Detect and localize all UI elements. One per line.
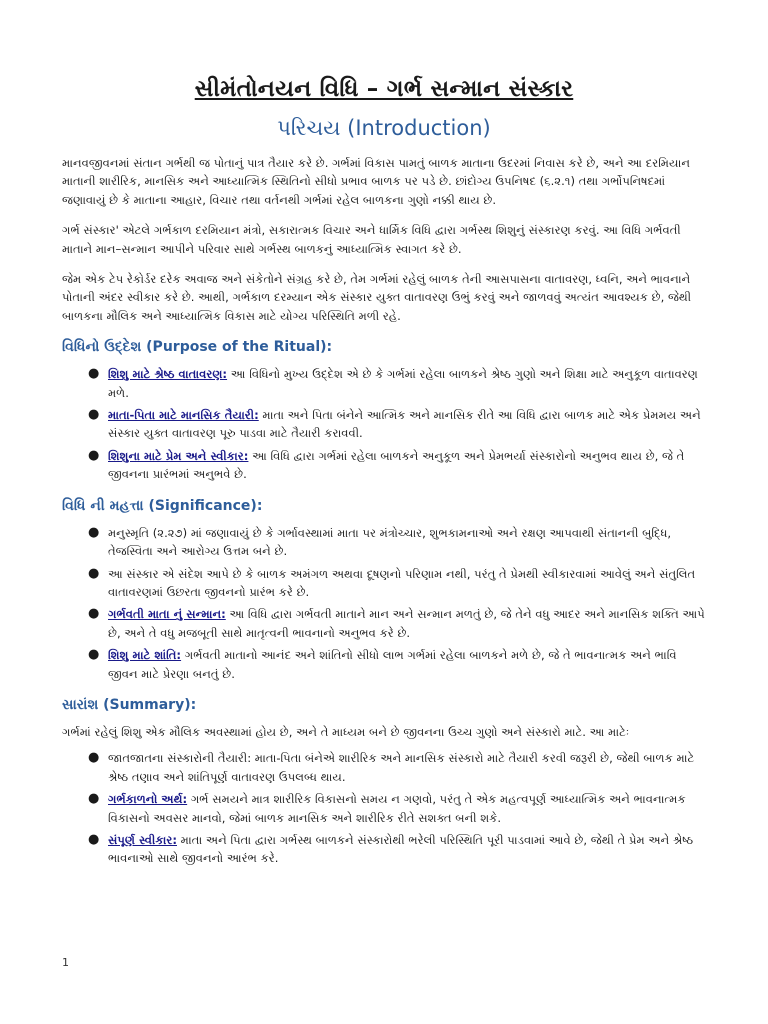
list-item-term: સંપૂર્ણ સ્વીકાર: [108,832,177,847]
list-item-text: મનુસ્મૃતિ (૨.૨૭) માં જણાવાયું છે કે ગર્ભાવસ્થામાં માતા પર મંત્રોચ્ચાર, શુભકામનાઓ અને રક્ષણ આપવાથી સંતાનની બુદ્ધિ, તેજસ્વિતા અને આરોગ્ય ઉત્તમ બને છે. [108,525,672,559]
introduction-heading: પરિચય (Introduction) [277,116,491,140]
bullet-icon: ● [88,831,100,847]
list-item-text: આ વિધિ દ્વારા ગર્ભવતી માતાને માન અને સન્માન મળતું છે, જે તેને વધુ આદર અને માનસિક શક્તિ આપે છે, અને તે વધુ મજબૂતી સાથે માતૃત્વની ભાવનાનો અનુભવ કરે છે. [108,607,705,640]
list-item [84,605,706,642]
list-item [84,565,706,602]
list-item-term: શિશુ માટે શાંતિ: [108,648,182,663]
list-item-term: શિશુ માટે શ્રેષ્ઠ વાતાવરણ: [108,367,228,382]
list-item-text: ગર્ભવતી માતાનો આનંદ અને શાંતિનો સીધો લાભ ગર્ભમાં રહેલા બાળકને મળે છે, જે તે ભાવનાત્મક અને ભાવિ જીવન માટે પ્રેરણા બનતું છે. [108,648,677,681]
bullet-icon: ● [88,647,100,663]
list-item-term: શિશુના માટે પ્રેમ અને સ્વીકાર: [108,448,249,463]
purpose-list [62,365,706,483]
list-item [84,524,706,561]
list-item-term: માતા-પિતા માટે માનસિક તૈયારી: [108,408,259,423]
bullet-icon: ● [88,524,100,540]
bullet-icon: ● [88,565,100,581]
list-item-text: ગર્ભ સમયને માત્ર શારીરિક વિકાસનો સમય ન ગણવો, પરંતુ તે એક મહત્વપૂર્ણ આધ્યાત્મિક અને ભાવનાત્મક વિકાસનો અવસર માનવો, જેમાં બાળક માનસિક અને શારીરિક રીતે સશક્ત બની શકે. [108,792,686,825]
bullet-icon: ● [88,606,100,622]
purpose-heading: વિધિનો ઉદ્દેશ (Purpose of the Ritual): [62,339,333,356]
list-item-text: માતા અને પિતા બંનેને આત્મિક અને માનસિક રીતે આ વિધિ દ્વારા બાળક માટે એક પ્રેમમય અને સંસ્કાર યુક્ત વાતાવરણ પૂરુ પાડવા માટે તૈયારી કરાવવી. [108,408,701,441]
list-item [84,790,706,827]
bullet-icon: ● [88,750,100,766]
intro-paragraph-2: ગર્ભ સંસ્કાર' એટલે ગર્ભકાળ દરમિયાન મંત્રો, સકારાત્મક વિચાર અને ધાર્મિક વિધિ દ્વારા ગર્ભસ્થ શિશુનું સંસ્કારણ કરવું. આ વિધિ ગર્ભવતી માતાને માન–સન્માન આપીને પરિવાર સાથે ગર્ભસ્થ બાળકનું આધ્યાત્મિક સ્વાગત કરે છે. [62,223,681,256]
list-item-text: આ સંસ્કાર એ સંદેશ આપે છે કે બાળક અમંગળ અથવા દૂષણનો પરિણામ નથી, પરંતુ તે પ્રેમથી સ્વીકારવામાં આવેલું અને સંતુલિત વાતાવરણમાં ઉછરતા જીવનનો પ્રારંભ કરે છે. [108,566,696,599]
list-item-text: જાતજાતના સંસ્કારોની તૈયારી: માતા-પિતા બંનેએ શારીરિક અને માનસિક સંસ્કારો માટે તૈયારી કરવી જરૂરી છે, જેથી બાળક માટે શ્રેષ્ઠ તણાવ અને શાંતિપૂર્ણ વાતાવરણ ઉપલબ્ધ થાય. [108,751,695,784]
document-title: સીમંતોનયન વિધિ – ગર્ભ સન્માન સંસ્કાર [194,76,574,102]
list-item-term: ગર્ભકાળનો અર્થ: [108,792,188,807]
bullet-icon: ● [88,791,100,807]
list-item-term: ગર્ભવતી માતા નું સન્માન: [108,607,226,622]
intro-paragraph-3: જેમ એક ટેપ રેકોર્ડર દરેક અવાજ અને સંકેતોને સંગ્રહ કરે છે, તેમ ગર્ભમાં રહેલું બાળક તેની આસપાસના વાતાવરણ, ધ્વનિ, અને ભાવનાને પોતાની અંદર સ્વીકાર કરે છે. આથી, ગર્ભકાળ દરમ્યાન એક સંસ્કાર યુક્ત વાતાવરણ ઉભું કરવું અને જાળવવું અત્યંત આવશ્યક છે, જેથી બાળકના મૌલિક અને આધ્યાત્મિક વિકાસ માટે યોગ્ય પરિસ્થિતિ મળી રહે. [62,272,692,323]
list-item-text: આ વિધિનો મુખ્ય ઉદ્દેશ એ છે કે ગર્ભમાં રહેલા બાળકને શ્રેષ્ઠ ગુણો અને શિક્ષા માટે અનુકૂળ વાતાવરણ મળે. [108,367,698,400]
list-item [84,749,706,786]
significance-list [62,524,706,683]
summary-list [62,749,706,867]
list-item-text: માતા અને પિતા દ્વારા ગર્ભસ્થ બાળકને સંસ્કારોથી ભરેલી પરિસ્થિતિ પૂરી પાડવામાં આવે છે, જેથી તે પ્રેમ અને શ્રેષ્ઠ ભાવનાઓ સાથે જીવનનો આરંભ કરે. [108,832,694,866]
intro-paragraph-1: માનવજીવનમાં સંતાન ગર્ભથી જ પોતાનું પાત્ર તૈયાર કરે છે. ગર્ભમાં વિકાસ પામતું બાળક માતાના ઉદરમાં નિવાસ કરે છે, અને આ દરમિયાન માતાની શારીરિક, માનસિક અને આધ્યાત્મિક સ્થિતિનો સીધો પ્રભાવ બાળક પર પડે છે. છાંદોગ્ય ઉપનિષદ (૬.૨.૧) તથા ગર્ભોપનિષદમાં જણાવાયું છે કે માતાના આહાર, વિચાર તથા વર્તનથી ગર્ભમાં રહેલ બાળકના ગુણો નક્કી થાય છે. [62,156,690,207]
significance-heading: વિધિ ની મહત્તા (Significance): [62,497,263,514]
summary-intro: ગર્ભમાં રહેલું શિશુ એક મૌલિક અવસ્થામાં હોય છે, અને તે માધ્યમ બને છે જીવનના ઉચ્ચ ગુણો અને સંસ્કારો માટે. આ માટેઃ [62,724,630,739]
bullet-icon: ● [88,366,100,382]
list-item [84,831,706,868]
list-item-text: આ વિધિ દ્વારા ગર્ભમાં રહેલા બાળકને અનુકૂળ અને પ્રેમભર્યા સંસ્કારોનો અનુભવ થાય છે, જે તે જીવનના પ્રારંભમાં અનુભવે છે. [108,448,685,482]
list-item [84,406,706,443]
bullet-icon: ● [88,447,100,463]
bullet-icon: ● [88,407,100,423]
list-item [84,646,706,683]
page-number: 1 [62,956,69,969]
summary-heading: સારાંશ (Summary): [62,696,197,713]
list-item [84,447,706,484]
list-item [84,365,706,402]
